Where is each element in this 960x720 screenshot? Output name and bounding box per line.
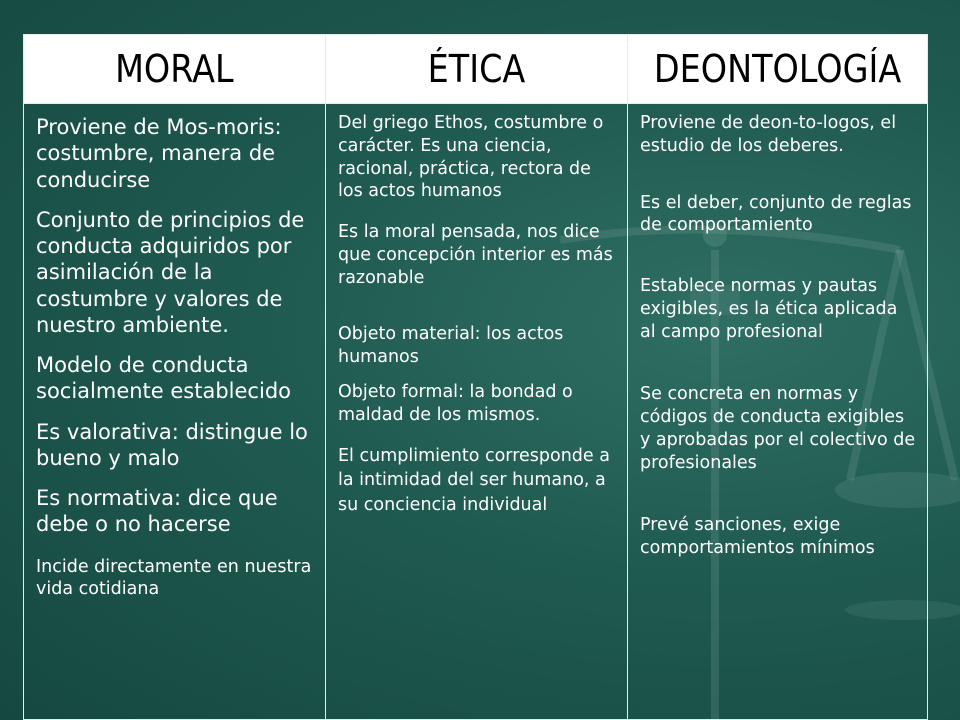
header-etica — [326, 35, 628, 104]
etica-item: El cumplimiento corresponde a la intimidad del ser humano, a su conciencia individual — [338, 446, 610, 515]
header-deontologia — [628, 35, 928, 104]
comparison-table — [23, 34, 928, 720]
header-moral — [24, 35, 326, 104]
etica-column — [326, 104, 628, 720]
etica-item: Objeto formal: la bondad o maldad de los mismos. — [338, 381, 573, 425]
deontologia-item: Se concreta en normas y códigos de conducta exigibles y aprobadas por el colectivo de profesionales — [640, 384, 916, 473]
etica-item: Objeto material: los actos humanos — [338, 324, 564, 367]
moral-item: Incide directamente en nuestra vida cotidiana — [36, 556, 312, 600]
content-row — [24, 104, 928, 720]
moral-item: Modelo de conducta socialmente establecido — [36, 353, 291, 404]
header-deontologia-label: DEONTOLOGÍA — [653, 47, 902, 91]
moral-column — [24, 104, 326, 720]
deontologia-item: Proviene de deon-to-logos, el estudio de los deberes. — [640, 113, 897, 156]
deontologia-item: Establece normas y pautas exigibles, es la ética aplicada al campo profesional — [640, 276, 898, 342]
moral-item: Proviene de Mos-moris: costumbre, manera de conducirse — [36, 115, 282, 192]
deontologia-item: Es el deber, conjunto de reglas de comportamiento — [640, 192, 912, 236]
deontologia-column — [628, 104, 928, 720]
moral-item: Es normativa: dice que debe o no hacerse — [36, 486, 278, 537]
header-etica-label: ÉTICA — [427, 47, 526, 91]
header-moral-label: MORAL — [115, 47, 234, 91]
header-row — [24, 35, 928, 104]
etica-item: Del griego Ethos, costumbre o carácter. Es una ciencia, racional, práctica, rectora de los actos humanos — [338, 113, 604, 202]
moral-item: Es valorativa: distingue lo bueno y malo — [36, 419, 308, 470]
deontologia-item: Prevé sanciones, exige comportamientos mínimos — [640, 515, 875, 558]
moral-item: Conjunto de principios de conducta adquiridos por asimilación de la costumbre y valores de nuestro ambiente. — [36, 207, 305, 337]
etica-item: Es la moral pensada, nos dice que concepción interior es más razonable — [338, 222, 613, 288]
